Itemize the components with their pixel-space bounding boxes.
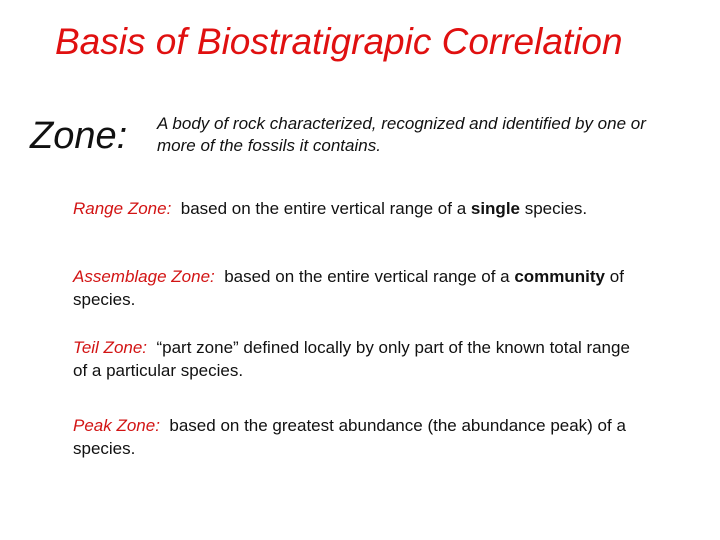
assemblage-zone-term: Assemblage Zone: <box>73 267 215 286</box>
assemblage-zone-text: based on the entire vertical range of a <box>214 267 515 286</box>
peak-zone-text: based on the greatest abundance (the abundance peak) of a species. <box>73 416 631 458</box>
zone-definition: A body of rock characterized, recognized and identified by one or more of the fossils it contains. <box>157 114 646 155</box>
zone-label: Zone: <box>30 115 128 157</box>
assemblage-zone-emphasis: community <box>514 267 606 286</box>
range-zone-text-end: species. <box>520 199 588 218</box>
range-zone-emphasis: single <box>470 199 520 218</box>
teil-zone-term: Teil Zone: <box>73 338 148 357</box>
range-zone-entry <box>73 197 633 220</box>
peak-zone-entry <box>73 414 633 460</box>
range-zone-term: Range Zone: <box>73 199 172 218</box>
assemblage-zone-entry <box>73 265 633 311</box>
teil-zone-entry <box>73 336 633 382</box>
assemblage-zone-text-end: of species. <box>73 267 624 309</box>
peak-zone-term: Peak Zone: <box>73 416 160 435</box>
range-zone-text: based on the entire vertical range of a <box>171 199 471 218</box>
slide-title: Basis of Biostratigrapic Correlation <box>55 21 623 62</box>
teil-zone-text: “part zone” defined locally by only part of the known total range of a particular species. <box>73 338 635 380</box>
